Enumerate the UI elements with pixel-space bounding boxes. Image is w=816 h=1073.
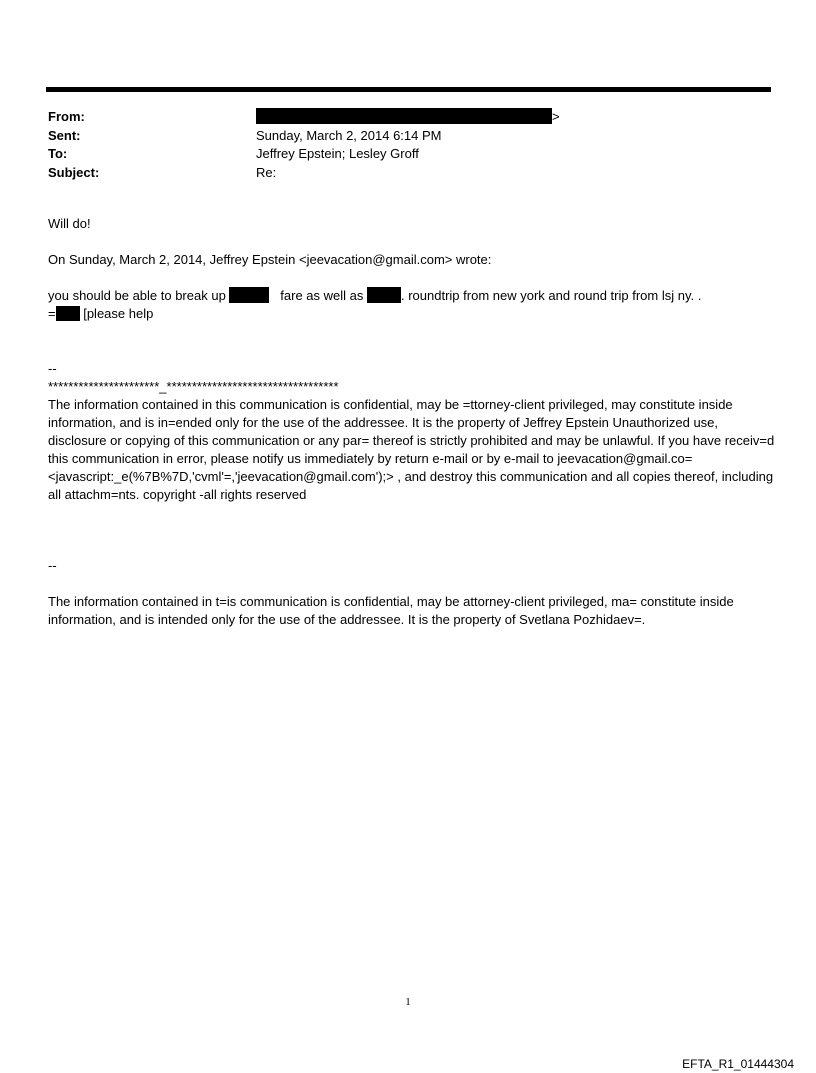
subject-value: Re: bbox=[256, 164, 277, 180]
quoted-text: you should be able to break up bbox=[48, 288, 226, 303]
second-signature-block bbox=[48, 557, 778, 629]
page-number: 1 bbox=[405, 996, 411, 1008]
sent-row bbox=[48, 127, 560, 146]
from-row bbox=[48, 108, 560, 127]
quote-intro-line: On Sunday, March 2, 2014, Jeffrey Epstein <jeevacation@gmail.com> wrote: bbox=[48, 252, 492, 267]
email-header bbox=[48, 108, 560, 182]
redaction-bar bbox=[229, 287, 269, 303]
disclaimer-paragraph: The information contained in t=is communication is confidential, may be attorney-client privileged, ma= constitute inside information, and is intended only for the use of the addressee. It is the property of Svetlana Pozhidaev=. bbox=[48, 594, 734, 627]
signature-separator: -- bbox=[48, 361, 57, 376]
redaction-bar bbox=[56, 306, 80, 321]
redaction-bar bbox=[367, 287, 401, 303]
signature-block bbox=[48, 360, 778, 504]
quoted-text: . roundtrip from new york and round trip from lsj ny. . bbox=[401, 288, 702, 303]
quoted-message bbox=[48, 287, 778, 323]
reply-text bbox=[48, 215, 778, 233]
subject-label: Subject: bbox=[48, 164, 100, 180]
from-suffix: > bbox=[552, 109, 560, 124]
signature-separator: -- bbox=[48, 558, 57, 573]
sent-label: Sent: bbox=[48, 127, 81, 143]
from-label: From: bbox=[48, 109, 85, 124]
quoted-text: = bbox=[48, 306, 56, 321]
bates-number: EFTA_R1_01444304 bbox=[682, 1057, 794, 1071]
subject-row bbox=[48, 164, 560, 183]
quoted-line-2 bbox=[48, 305, 778, 323]
redaction-bar bbox=[256, 108, 552, 124]
disclaimer-paragraph: The information contained in this communication is confidential, may be =ttorney-client privileged, may constitute inside information, and is in=ended only for the use of the addressee. It is the property of Jeffrey Epstein Unauthorized use, disclosure or copying of this communication or any par= thereof is strictly prohibited and may be unlawful. If you have receiv=d this communication in error, please notify us immediately by return e-mail or by e-mail to jeevacation@gmail.co= <javascript:_e(%7B%7D,'cvml'=,'jeevacation@gmail.com');> , and destroy this communication and all copies thereof, including all attachm=nts. copyright -all rights reserved bbox=[48, 397, 775, 502]
to-value: Jeffrey Epstein; Lesley Groff bbox=[256, 146, 419, 161]
sent-value: Sunday, March 2, 2014 6:14 PM bbox=[256, 127, 442, 143]
to-row bbox=[48, 145, 560, 164]
top-rule bbox=[46, 87, 771, 92]
quote-intro bbox=[48, 251, 778, 269]
to-label: To: bbox=[48, 146, 68, 161]
quoted-text: fare as well as bbox=[280, 288, 364, 303]
quoted-line-1 bbox=[48, 287, 778, 305]
from-value bbox=[256, 108, 560, 127]
quoted-text: [please help bbox=[83, 306, 154, 321]
signature-stars: **********************_********************************** bbox=[48, 379, 339, 394]
reply-line: Will do! bbox=[48, 216, 91, 231]
